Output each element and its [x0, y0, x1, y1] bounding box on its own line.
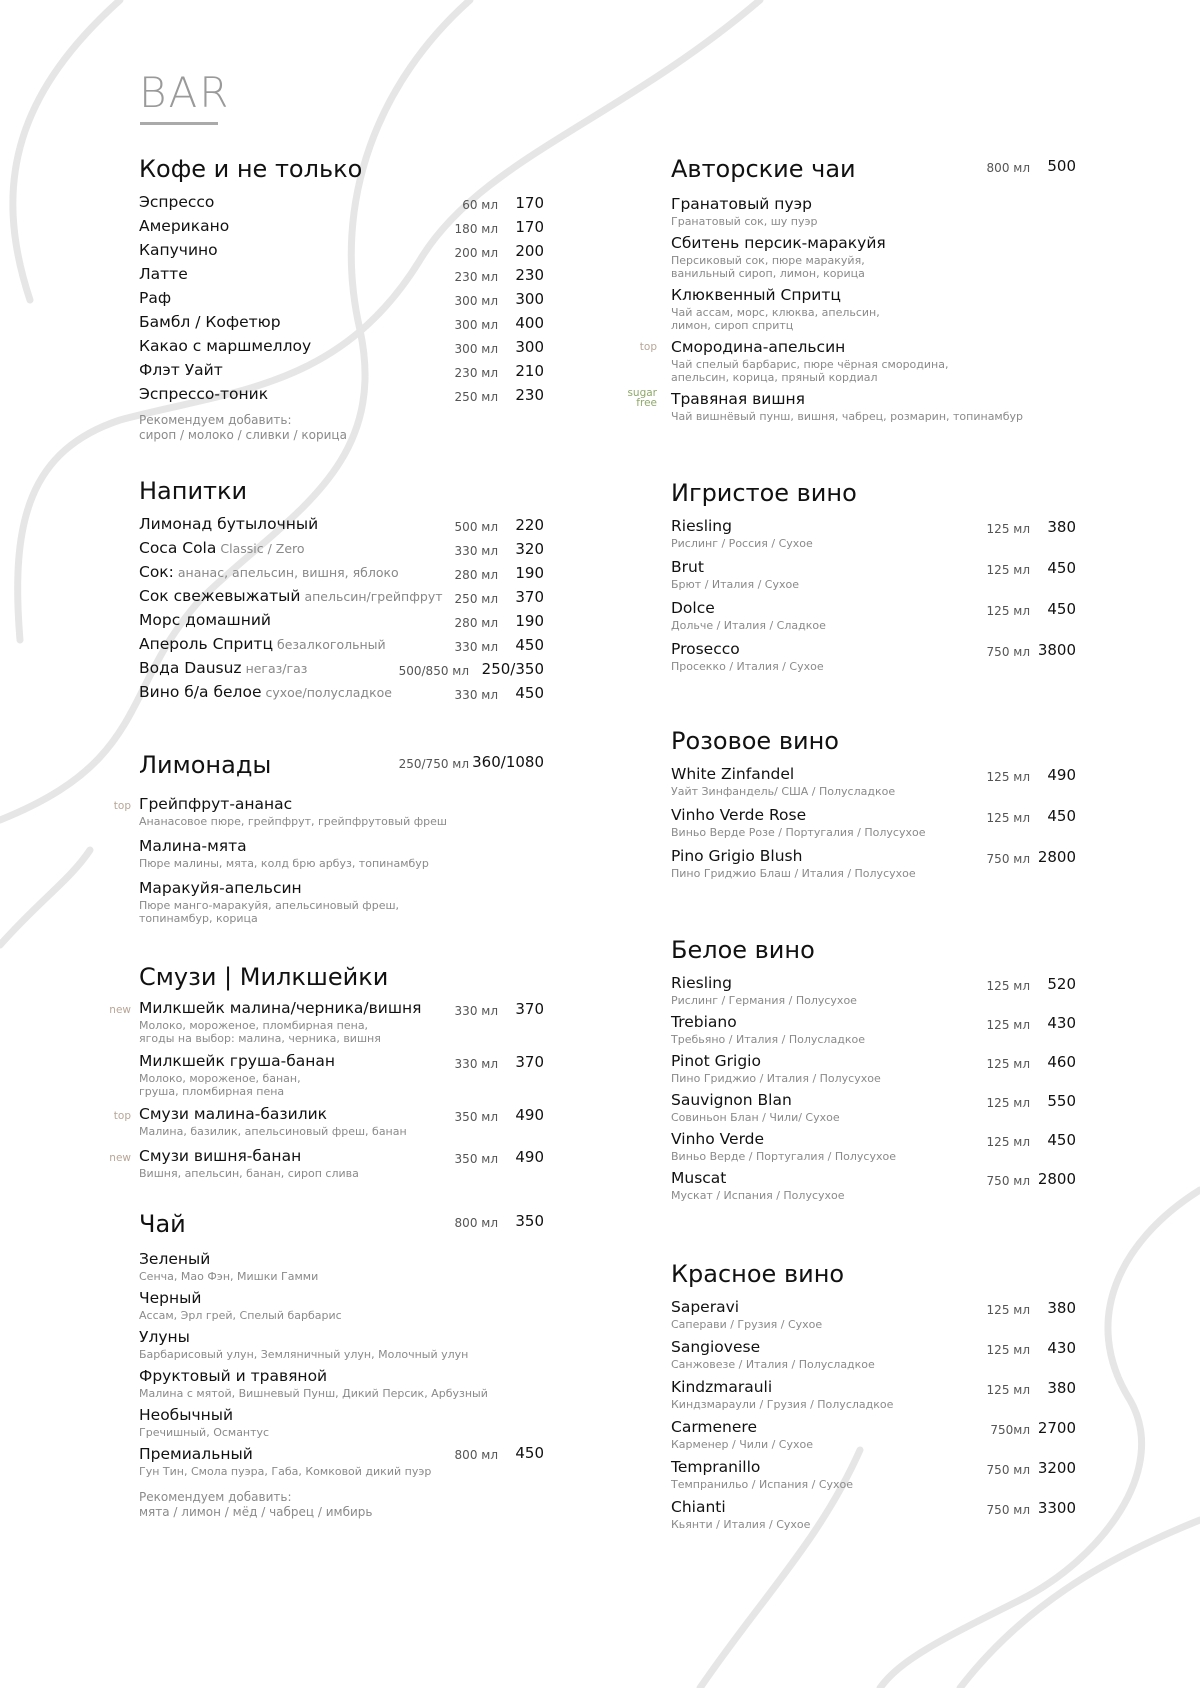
item-volume: 125 мл	[986, 1343, 1030, 1357]
section-volume: 800 мл	[986, 161, 1030, 175]
item-price: 550	[1047, 1092, 1076, 1110]
wine-item	[671, 847, 1076, 880]
item-name: White Zinfandel	[671, 765, 795, 783]
item-price: 490	[515, 1106, 544, 1124]
wine-item	[671, 1052, 1076, 1085]
section-header	[671, 1260, 1076, 1290]
item-volume: 125 мл	[986, 604, 1030, 618]
item-name: Клюквенный Спритц	[671, 286, 841, 304]
item-name: Гранатовый пуэр	[671, 195, 812, 213]
item-name: Смородина-апельсин	[671, 338, 846, 356]
section-header	[139, 155, 544, 185]
section-title: Напитки	[139, 477, 248, 505]
menu-item	[139, 539, 544, 563]
item-price: 230	[515, 386, 544, 404]
item-name: Зеленый	[139, 1250, 211, 1268]
left-column	[109, 155, 544, 1520]
menu-item	[139, 879, 544, 925]
item-volume: 250 мл	[454, 390, 498, 404]
item-description: Уайт Зинфандель/ США / Полусладкое	[671, 785, 896, 798]
item-price: 190	[515, 612, 544, 630]
item-name: Малина-мята	[139, 837, 247, 855]
sugar-free-tag: sugar free	[627, 387, 657, 409]
item-name: Американо	[139, 217, 230, 235]
item-description: Гранатовый сок, шу пуэр	[671, 215, 818, 228]
item-price: 170	[515, 218, 544, 236]
menu-item	[139, 635, 544, 659]
item-price: 2800	[1037, 848, 1076, 866]
item-name: Лимонад бутылочный	[139, 515, 319, 533]
item-volume: 300 мл	[454, 294, 498, 308]
item-price: 230	[515, 266, 544, 284]
item-price: 300	[515, 290, 544, 308]
item-subtitle: апельсин/грейпфрут	[304, 589, 443, 604]
item-volume: 250 мл	[454, 592, 498, 606]
wine-item	[671, 1130, 1076, 1163]
item-name: Эспрессо-тоник	[139, 385, 269, 403]
item-volume: 125 мл	[986, 1057, 1030, 1071]
item-price: 520	[1047, 975, 1076, 993]
top-tag: top	[113, 1110, 131, 1122]
item-volume: 300 мл	[454, 342, 498, 356]
item-name: Улуны	[139, 1328, 190, 1346]
recommendation-note	[139, 413, 544, 443]
item-volume: 125 мл	[986, 979, 1030, 993]
item-price: 450	[1047, 559, 1076, 577]
section-header	[139, 751, 544, 781]
wine-item	[671, 1378, 1076, 1411]
section-smoothies	[109, 963, 544, 1180]
item-price: 430	[1047, 1014, 1076, 1032]
item-volume: 280 мл	[454, 616, 498, 630]
menu-item	[671, 286, 1076, 332]
wine-item	[671, 1338, 1076, 1371]
item-description: Молоко, мороженое, банан, груша, пломбирная пена	[139, 1072, 301, 1098]
section-header	[139, 963, 544, 993]
wine-item	[671, 1498, 1076, 1531]
item-description: Рислинг / Германия / Полусухое	[671, 994, 857, 1007]
note-options: мята / лимон / мёд / чабрец / имбирь	[139, 1505, 373, 1519]
item-volume: 125 мл	[986, 563, 1030, 577]
item-name: Латте	[139, 265, 188, 283]
item-price: 490	[1047, 766, 1076, 784]
page-title: BAR	[139, 68, 231, 117]
wine-item	[671, 517, 1076, 550]
section-author-tea	[627, 155, 1076, 423]
wine-item	[671, 765, 1076, 798]
item-volume: 750 мл	[986, 852, 1030, 866]
item-price: 250/350	[481, 660, 544, 678]
item-description: Ассам, Эрл грей, Спелый барбарис	[139, 1309, 342, 1322]
item-name: Muscat	[671, 1169, 727, 1187]
menu-item	[639, 338, 1076, 384]
wine-item	[671, 1298, 1076, 1331]
item-price: 450	[515, 636, 544, 654]
menu-item	[113, 795, 544, 828]
menu-item	[139, 515, 544, 539]
item-name: Chianti	[671, 1498, 726, 1516]
item-volume: 800 мл	[454, 1448, 498, 1462]
item-volume: 230 мл	[454, 270, 498, 284]
item-name: Prosecco	[671, 640, 740, 658]
menu-item	[139, 1250, 544, 1283]
item-volume: 330 мл	[454, 1004, 498, 1018]
item-price: 200	[515, 242, 544, 260]
item-name: Маракуйя-апельсин	[139, 879, 302, 897]
item-description: Совиньон Блан / Чили/ Сухое	[671, 1111, 840, 1124]
section-sparkling-wine	[671, 479, 1076, 673]
menu-item	[139, 1328, 544, 1361]
item-volume: 350 мл	[454, 1152, 498, 1166]
item-price: 220	[515, 516, 544, 534]
item-name: Травяная вишня	[671, 390, 805, 408]
section-title: Лимонады	[139, 751, 272, 779]
item-description: Гун Тин, Смола пуэра, Габа, Комковой дикий пуэр	[139, 1465, 432, 1478]
menu-item	[139, 1052, 544, 1098]
title-underline	[140, 122, 218, 125]
item-name: Vinho Verde Rose	[671, 806, 807, 824]
item-name: Dolce	[671, 599, 715, 617]
item-name: Фруктовый и травяной	[139, 1367, 328, 1385]
item-name: Смузи малина-базилик	[139, 1105, 328, 1123]
item-description: Малина, базилик, апельсиновый фреш, банан	[139, 1125, 407, 1138]
wine-item	[671, 1458, 1076, 1491]
item-price: 370	[515, 1000, 544, 1018]
wine-item	[671, 1091, 1076, 1124]
item-description: Вишня, апельсин, банан, сироп слива	[139, 1167, 359, 1180]
item-description: Чай ассам, морс, клюква, апельсин, лимон, сироп спритц	[671, 306, 880, 332]
item-volume: 125 мл	[986, 522, 1030, 536]
item-volume: 330 мл	[454, 1057, 498, 1071]
item-name: Черный	[139, 1289, 202, 1307]
top-tag: top	[113, 800, 131, 812]
item-name: Грейпфрут-ананас	[139, 795, 293, 813]
wine-item	[671, 1013, 1076, 1046]
item-volume: 300 мл	[454, 318, 498, 332]
item-name: Премиальный	[139, 1445, 253, 1463]
item-name: Сок: ананас, апельсин, вишня, яблоко	[139, 563, 399, 581]
wine-item	[671, 640, 1076, 673]
section-price: 500	[1047, 157, 1076, 175]
item-description: Виньо Верде Розе / Португалия / Полусухое	[671, 826, 926, 839]
item-name: Tempranillo	[671, 1458, 761, 1476]
item-price: 450	[1047, 600, 1076, 618]
item-name: Pino Grigio Blush	[671, 847, 803, 865]
wine-item	[671, 599, 1076, 632]
item-description: Чай спелый барбарис, пюре чёрная смородина, апельсин, корица, пряный кордиал	[671, 358, 949, 384]
menu-item	[671, 234, 1076, 280]
item-price: 2700	[1037, 1419, 1076, 1437]
item-description: Киндзмараули / Грузия / Полусладкое	[671, 1398, 894, 1411]
menu-item	[671, 195, 1076, 228]
menu-item	[139, 241, 544, 265]
item-name: Vinho Verde	[671, 1130, 765, 1148]
item-name: Бамбл / Кофетюр	[139, 313, 281, 331]
menu-item	[139, 361, 544, 385]
item-name: Милкшейк груша-банан	[139, 1052, 336, 1070]
item-volume: 125 мл	[986, 1383, 1030, 1397]
section-coffee	[139, 155, 544, 443]
menu-item	[139, 563, 544, 587]
item-name: Капучино	[139, 241, 218, 259]
menu-item	[139, 587, 544, 611]
wine-item	[671, 806, 1076, 839]
item-name: Kindzmarauli	[671, 1378, 773, 1396]
item-description: Чай вишнёвый пунш, вишня, чабрец, розмарин, топинамбур	[671, 410, 1024, 423]
menu-item	[139, 265, 544, 289]
item-name: Sangiovese	[671, 1338, 761, 1356]
item-name: Сбитень персик-маракуйя	[671, 234, 886, 252]
menu-item	[139, 313, 544, 337]
item-description: Малина с мятой, Вишневый Пунш, Дикий Персик, Арбузный	[139, 1387, 488, 1400]
item-volume: 280 мл	[454, 568, 498, 582]
item-volume: 230 мл	[454, 366, 498, 380]
item-description: Пино Гриджио Блаш / Италия / Полусухое	[671, 867, 916, 880]
section-title: Красное вино	[671, 1260, 845, 1288]
item-price: 370	[515, 1053, 544, 1071]
menu-item	[113, 1105, 544, 1138]
item-volume: 330 мл	[454, 640, 498, 654]
item-description: Гречишный, Османтус	[139, 1426, 270, 1439]
top-tag: top	[639, 341, 657, 353]
section-title: Белое вино	[671, 936, 815, 964]
item-name: Раф	[139, 289, 172, 307]
item-subtitle: сухое/полусладкое	[265, 685, 392, 700]
menu-item	[139, 217, 544, 241]
menu-item	[139, 337, 544, 361]
section-price: 360/1080	[472, 753, 544, 771]
item-description: Молоко, мороженое, пломбирная пена, ягоды на выбор: малина, черника, вишня	[139, 1019, 381, 1045]
item-description: Санжовезе / Италия / Полусладкое	[671, 1358, 875, 1371]
menu-item	[109, 1147, 544, 1180]
item-price: 400	[515, 314, 544, 332]
item-description: Сенча, Мао Фэн, Мишки Гамми	[139, 1270, 319, 1283]
section-volume: 800 мл	[454, 1216, 498, 1230]
menu-item	[139, 837, 544, 870]
section-header	[139, 477, 544, 507]
item-description: Требьяно / Италия / Полусладкое	[671, 1033, 865, 1046]
item-volume: 200 мл	[454, 246, 498, 260]
item-price: 380	[1047, 518, 1076, 536]
section-lemonades	[113, 751, 544, 925]
item-volume: 60 мл	[462, 198, 498, 212]
item-volume: 500 мл	[454, 520, 498, 534]
item-name: Carmenere	[671, 1418, 757, 1436]
item-price: 450	[1047, 807, 1076, 825]
menu-item	[139, 1289, 544, 1322]
item-volume: 330 мл	[454, 544, 498, 558]
item-volume: 125 мл	[986, 1135, 1030, 1149]
section-tea	[139, 1210, 544, 1520]
section-header	[671, 936, 1076, 966]
item-description: Просекко / Италия / Сухое	[671, 660, 824, 673]
item-price: 300	[515, 338, 544, 356]
item-name: Trebiano	[671, 1013, 737, 1031]
menu-item	[139, 683, 544, 707]
wine-item	[671, 1169, 1076, 1202]
item-description: Пюре манго-маракуйя, апельсиновый фреш, топинамбур, корица	[139, 899, 400, 925]
menu-item	[139, 1445, 544, 1478]
item-price: 450	[515, 684, 544, 702]
item-price: 170	[515, 194, 544, 212]
item-price: 450	[1047, 1131, 1076, 1149]
item-name: Sauvignon Blan	[671, 1091, 792, 1109]
recommendation-note	[139, 1490, 544, 1520]
section-rose-wine	[671, 727, 1076, 880]
item-price: 3800	[1037, 641, 1076, 659]
menu-item	[139, 289, 544, 313]
wine-item	[671, 1418, 1076, 1451]
item-name: Сок свежевыжатый апельсин/грейпфрут	[139, 587, 443, 605]
item-volume: 750 мл	[986, 1503, 1030, 1517]
item-price: 460	[1047, 1053, 1076, 1071]
item-volume: 350 мл	[454, 1110, 498, 1124]
item-volume: 750мл	[990, 1423, 1030, 1437]
item-volume: 125 мл	[986, 1096, 1030, 1110]
section-title: Авторские чаи	[671, 155, 856, 183]
note-heading: Рекомендуем добавить:	[139, 1490, 292, 1504]
section-title: Розовое вино	[671, 727, 839, 755]
item-name: Coca Cola Classic / Zero	[139, 539, 305, 557]
item-volume: 125 мл	[986, 770, 1030, 784]
item-price: 320	[515, 540, 544, 558]
new-tag: new	[109, 1152, 131, 1164]
menu-item	[139, 193, 544, 217]
item-price: 190	[515, 564, 544, 582]
menu-item	[139, 1406, 544, 1439]
section-title: Смузи | Милкшейки	[139, 963, 389, 991]
section-white-wine	[671, 936, 1076, 1202]
menu-item	[139, 611, 544, 635]
item-description: Барбарисовый улун, Земляничный улун, Молочный улун	[139, 1348, 469, 1361]
item-description: Рислинг / Россия / Сухое	[671, 537, 813, 550]
item-name: Флэт Уайт	[139, 361, 223, 379]
item-name: Эспрессо	[139, 193, 215, 211]
item-description: Брют / Италия / Сухое	[671, 578, 799, 591]
item-price: 450	[515, 1444, 544, 1462]
item-volume: 180 мл	[454, 222, 498, 236]
item-name: Милкшейк малина/черника/вишня	[139, 999, 422, 1017]
item-volume: 750 мл	[986, 645, 1030, 659]
item-name: Вода Dausuz негаз/газ	[139, 659, 308, 677]
item-volume: 500/850 мл	[398, 664, 469, 678]
item-name: Saperavi	[671, 1298, 740, 1316]
menu-item	[139, 1367, 544, 1400]
section-red-wine	[671, 1260, 1076, 1531]
item-description: Мускат / Испания / Полусухое	[671, 1189, 845, 1202]
item-name: Необычный	[139, 1406, 234, 1424]
item-volume: 125 мл	[986, 811, 1030, 825]
item-price: 2800	[1037, 1170, 1076, 1188]
item-name: Riesling	[671, 517, 732, 535]
wine-item	[671, 558, 1076, 591]
item-description: Персиковый сок, пюре маракуйя, ванильный сироп, лимон, корица	[671, 254, 865, 280]
item-price: 490	[515, 1148, 544, 1166]
section-header	[671, 155, 1076, 185]
item-name: Pinot Grigio	[671, 1052, 761, 1070]
item-description: Карменер / Чили / Сухое	[671, 1438, 814, 1451]
section-volume: 250/750 мл	[398, 757, 469, 771]
item-description: Темпранильо / Испания / Сухое	[671, 1478, 854, 1491]
note-options: сироп / молоко / сливки / корица	[139, 428, 347, 442]
item-price: 380	[1047, 1379, 1076, 1397]
section-header	[671, 727, 1076, 757]
item-name: Riesling	[671, 974, 732, 992]
new-tag: new	[109, 1004, 131, 1016]
item-volume: 750 мл	[986, 1463, 1030, 1477]
section-header	[671, 479, 1076, 509]
item-description: Кьянти / Италия / Сухое	[671, 1518, 811, 1531]
section-title: Чай	[139, 1210, 186, 1238]
item-price: 380	[1047, 1299, 1076, 1317]
item-name: Морс домашний	[139, 611, 271, 629]
item-price: 370	[515, 588, 544, 606]
item-subtitle: ананас, апельсин, вишня, яблоко	[177, 565, 399, 580]
item-price: 3300	[1037, 1499, 1076, 1517]
item-subtitle: Classic / Zero	[220, 541, 305, 556]
item-name: Вино б/а белое сухое/полусладкое	[139, 683, 392, 701]
item-price: 3200	[1037, 1459, 1076, 1477]
section-title: Кофе и не только	[139, 155, 363, 183]
wine-item	[671, 974, 1076, 1007]
menu-item	[139, 385, 544, 409]
item-subtitle: безалкогольный	[277, 637, 386, 652]
right-column	[627, 155, 1076, 1531]
note-heading: Рекомендуем добавить:	[139, 413, 292, 427]
item-volume: 330 мл	[454, 688, 498, 702]
section-price: 350	[515, 1212, 544, 1230]
item-name: Какао с маршмеллоу	[139, 337, 312, 355]
menu-item	[627, 387, 1076, 423]
section-header	[139, 1210, 544, 1240]
item-description: Дольче / Италия / Сладкое	[671, 619, 826, 632]
item-subtitle: негаз/газ	[245, 661, 308, 676]
item-name: Brut	[671, 558, 704, 576]
item-name: Смузи вишня-банан	[139, 1147, 302, 1165]
menu-item	[139, 659, 544, 683]
item-price: 430	[1047, 1339, 1076, 1357]
item-description: Пино Гриджио / Италия / Полусухое	[671, 1072, 881, 1085]
item-volume: 125 мл	[986, 1018, 1030, 1032]
item-description: Саперави / Грузия / Сухое	[671, 1318, 823, 1331]
item-description: Ананасовое пюре, грейпфрут, грейпфрутовый фреш	[139, 815, 447, 828]
item-description: Пюре малины, мята, колд брю арбуз, топинамбур	[139, 857, 429, 870]
menu-item	[109, 999, 544, 1045]
item-description: Виньо Верде / Португалия / Полусухое	[671, 1150, 896, 1163]
item-name: Апероль Спритц безалкогольный	[139, 635, 386, 653]
section-title: Игристое вино	[671, 479, 857, 507]
section-drinks	[139, 477, 544, 707]
item-volume: 750 мл	[986, 1174, 1030, 1188]
item-volume: 125 мл	[986, 1303, 1030, 1317]
item-price: 210	[515, 362, 544, 380]
